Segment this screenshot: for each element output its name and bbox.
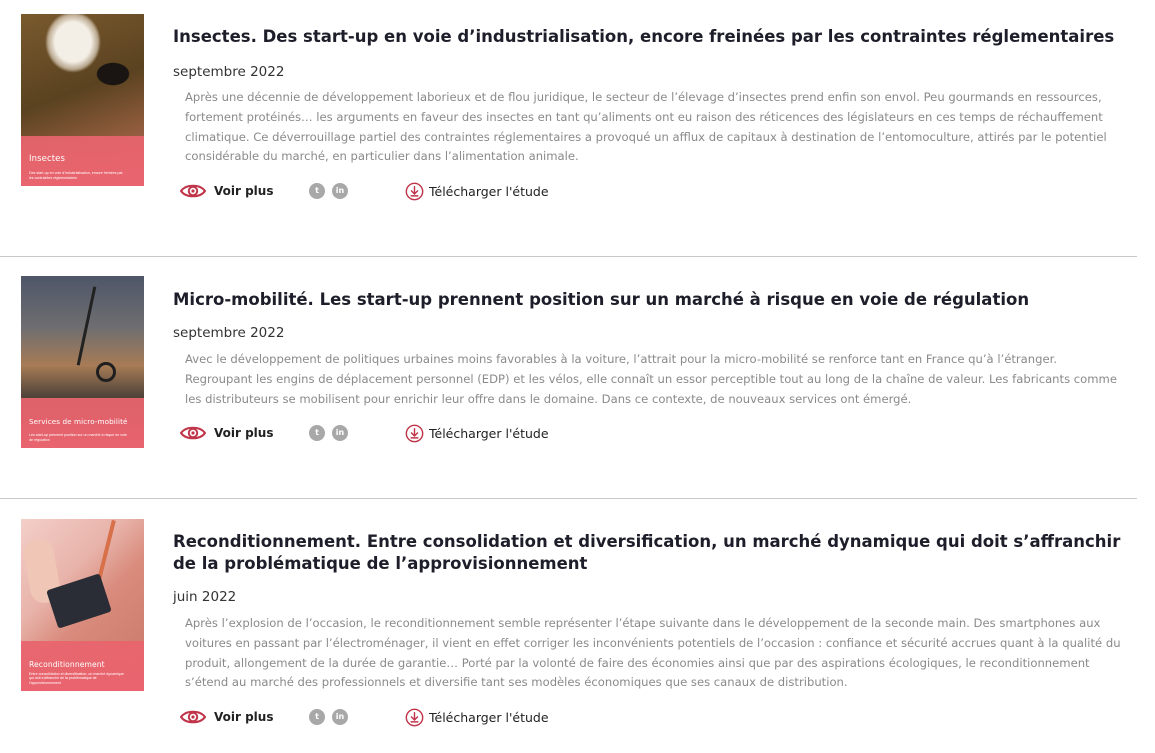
twitter-share-button[interactable] — [309, 183, 325, 199]
twitter-share-button[interactable] — [309, 709, 325, 725]
twitter-share-button[interactable] — [309, 425, 325, 441]
cover-subtitle: Entre consolidation et diversification, un marché dynamique qui doit s’affranchir de la problématique de l’approvisionnement — [29, 671, 124, 685]
linkedin-share-button[interactable] — [332, 183, 348, 199]
study-summary: Après une décennie de développement laborieux et de flou juridique, le secteur de l’élevage d’insectes prend enfin son envol. Peu gourmands en ressources, fortement protéinés… les arguments en faveur des insectes en tant qu’aliments ont eu raison des réticences des législateurs en ces temps de réchauffement climatique. Ce déverrouillage partiel des contraintes réglementaires a provoqué un afflux de capitaux à destination de l’entomoculture, attirés par le potentiel considérable du marché, en particulier dans l’alimentation animale. — [185, 90, 1107, 164]
view-more-label: Voir plus — [214, 710, 274, 724]
study-cover-insectes[interactable] — [21, 14, 144, 186]
study-date: septembre 2022 — [173, 325, 285, 341]
download-study-button[interactable] — [405, 422, 549, 444]
view-more-button[interactable] — [180, 706, 273, 728]
study-cover-reconditionnement[interactable] — [21, 519, 144, 691]
linkedin-share-button[interactable] — [332, 425, 348, 441]
study-actions — [180, 706, 600, 730]
cover-title: Insectes — [29, 154, 66, 164]
twitter-icon: t — [315, 428, 319, 437]
linkedin-share-button[interactable] — [332, 709, 348, 725]
download-label: Télécharger l'étude — [429, 709, 549, 725]
view-more-label: Voir plus — [214, 426, 274, 440]
eye-icon — [180, 183, 206, 199]
study-title[interactable]: Insectes. Des start-up en voie d’industrialisation, encore freinées par les contraintes réglementaires — [173, 27, 1115, 46]
study-title[interactable]: Reconditionnement. Entre consolidation et diversification, un marché dynamique qui doit s’affranchir de la problématique de l’approvisionnement — [173, 532, 1121, 573]
view-more-button[interactable] — [180, 422, 273, 444]
linkedin-icon: in — [335, 186, 345, 195]
study-date: septembre 2022 — [173, 64, 285, 80]
cover-title: Reconditionnement — [29, 660, 105, 669]
download-label: Télécharger l'étude — [429, 425, 549, 441]
cover-subtitle: Des start-up en voie d’industrialisation, encore freinées par les contraintes réglementaires — [29, 171, 123, 180]
study-cover-micro-mobilite[interactable] — [21, 276, 144, 448]
linkedin-icon: in — [335, 712, 345, 721]
eye-icon — [180, 425, 206, 441]
download-study-button[interactable] — [405, 180, 549, 202]
download-icon — [405, 424, 424, 443]
divider — [0, 256, 1137, 257]
download-icon — [405, 182, 424, 201]
cover-subtitle: Les start-up prennent position sur un marché à risque en voie de régulation — [29, 433, 127, 442]
cover-title: Services de micro-mobilité — [29, 417, 128, 426]
study-actions — [180, 422, 600, 446]
download-label: Télécharger l'étude — [429, 183, 549, 199]
view-more-label: Voir plus — [214, 184, 274, 198]
twitter-icon: t — [315, 712, 319, 721]
study-date: juin 2022 — [173, 589, 237, 605]
view-more-button[interactable] — [180, 180, 273, 202]
twitter-icon: t — [315, 186, 319, 195]
download-study-button[interactable] — [405, 706, 549, 728]
scooter-wheel — [96, 362, 116, 382]
divider — [0, 498, 1137, 499]
study-summary: Avec le développement de politiques urbaines moins favorables à la voiture, l’attrait pour la micro-mobilité se renforce tant en France qu’à l’étranger. Regroupant les engins de déplacement personnel (EDP) et les vélos, elle connaît un essor perceptible tout au long de la chaîne de valeur. Les fabricants comme les distributeurs se mobilisent pour enrichir leur offre dans le domaine. Dans ce contexte, de nouveaux services ont émergé. — [185, 352, 1117, 406]
download-icon — [405, 708, 424, 727]
study-title[interactable]: Micro-mobilité. Les start-up prennent position sur un marché à risque en voie de régulation — [173, 290, 1030, 309]
study-actions — [180, 180, 600, 204]
linkedin-icon: in — [335, 428, 345, 437]
scooter-illustration — [77, 287, 97, 366]
eye-icon — [180, 709, 206, 725]
study-summary: Après l’explosion de l’occasion, le reconditionnement semble représenter l’étape suivante dans le développement de la seconde main. Des smartphones aux voitures en passant par l’électroménager, il vient en effet corriger les inconvénients potentiels de l’occasion : confiance et sécurité accrues quant à la qualité du produit, allongement de la durée de garantie… Porté par la volonté de faire des économies ainsi que par des aspirations écologiques, le reconditionnement s’étend au marché des professionnels et diversifie tant ses modèles économiques que ses canaux de distribution. — [185, 616, 1121, 690]
